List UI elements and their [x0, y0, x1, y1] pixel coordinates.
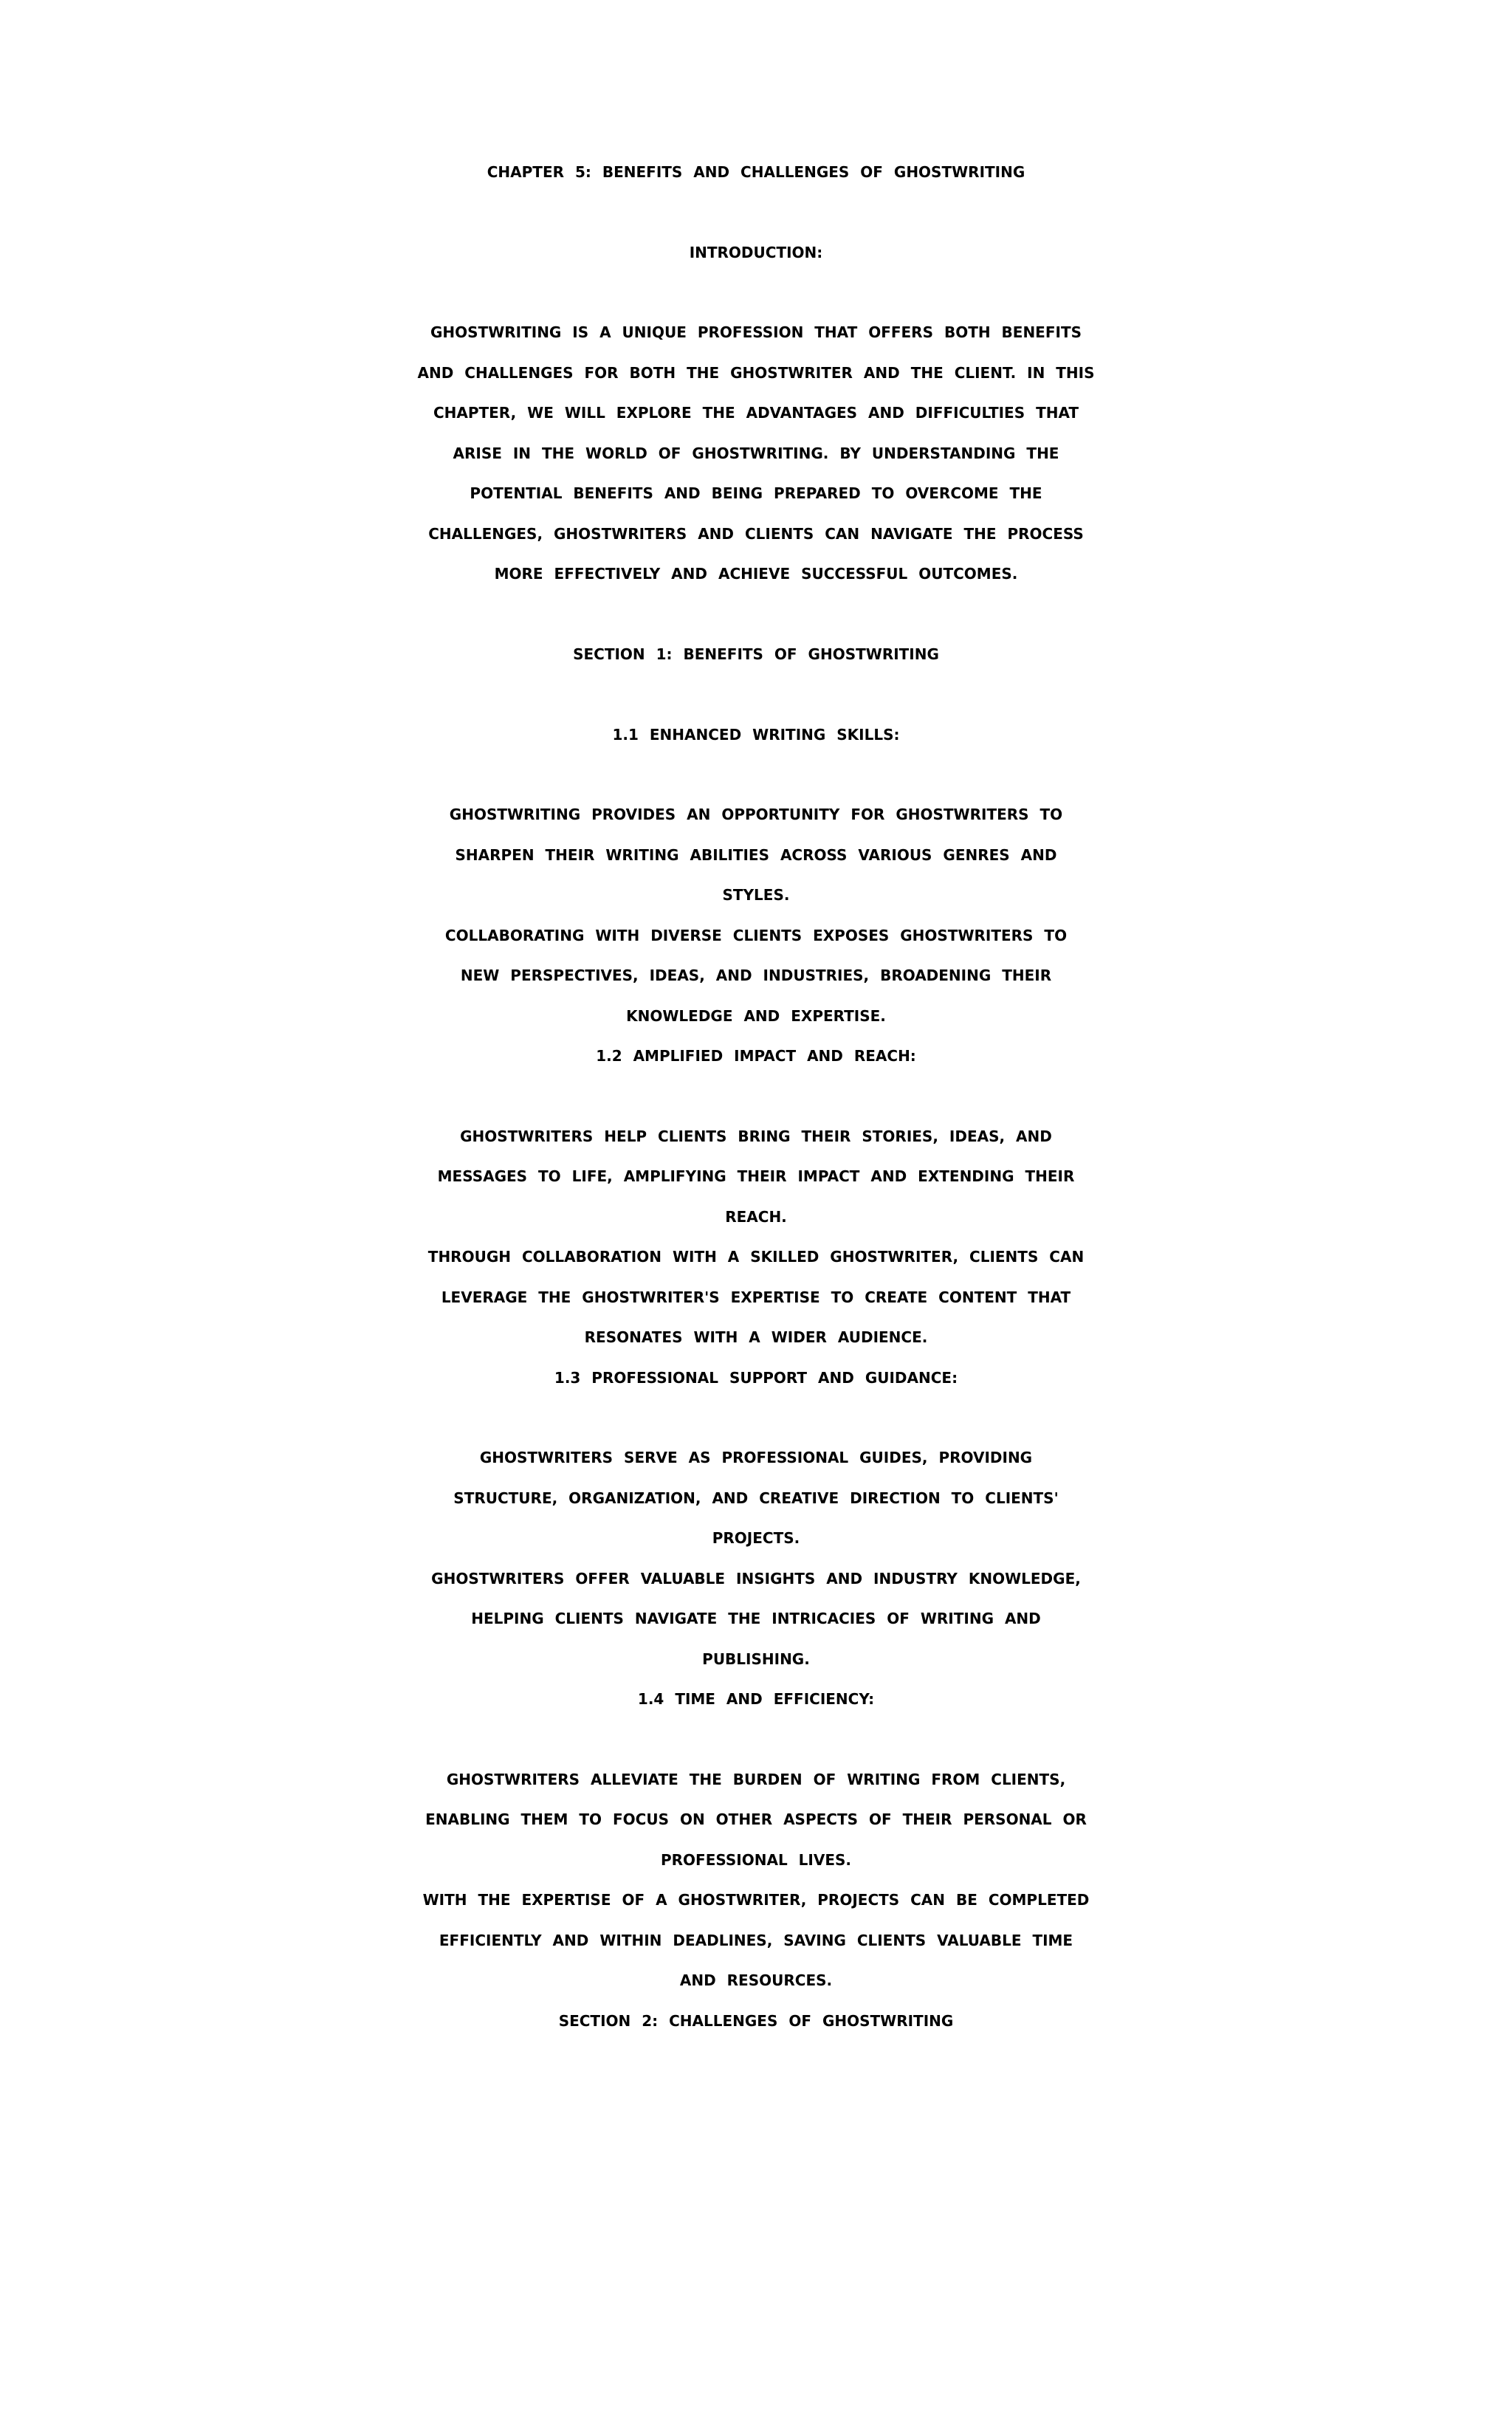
body-line: LEVERAGE THE GHOSTWRITER'S EXPERTISE TO CREATE CONTENT THAT — [441, 1288, 1071, 1306]
body-line: AND RESOURCES. — [679, 1971, 833, 1989]
intro-heading: INTRODUCTION: — [689, 244, 823, 261]
body-line: KNOWLEDGE AND EXPERTISE. — [626, 1007, 886, 1025]
body-line: MESSAGES TO LIFE, AMPLIFYING THEIR IMPACT AND EXTENDING THEIR — [437, 1167, 1075, 1185]
subsection-1-3-heading: 1.3 PROFESSIONAL SUPPORT AND GUIDANCE: — [554, 1369, 958, 1387]
body-line: THROUGH COLLABORATION WITH A SKILLED GHOSTWRITER, CLIENTS CAN — [427, 1248, 1085, 1266]
intro-line: AND CHALLENGES FOR BOTH THE GHOSTWRITER AND THE CLIENT. IN THIS — [417, 364, 1095, 382]
body-line: SHARPEN THEIR WRITING ABILITIES ACROSS VARIOUS GENRES AND — [455, 846, 1057, 864]
intro-line: POTENTIAL BENEFITS AND BEING PREPARED TO OVERCOME THE — [470, 484, 1042, 502]
section-1-heading: SECTION 1: BENEFITS OF GHOSTWRITING — [573, 645, 939, 663]
body-line: ENABLING THEM TO FOCUS ON OTHER ASPECTS OF THEIR PERSONAL OR — [425, 1810, 1087, 1828]
intro-line: CHALLENGES, GHOSTWRITERS AND CLIENTS CAN NAVIGATE THE PROCESS — [428, 525, 1084, 543]
body-line: GHOSTWRITING PROVIDES AN OPPORTUNITY FOR GHOSTWRITERS TO — [449, 806, 1063, 823]
body-line: COLLABORATING WITH DIVERSE CLIENTS EXPOSES GHOSTWRITERS TO — [444, 927, 1068, 944]
intro-line: CHAPTER, WE WILL EXPLORE THE ADVANTAGES AND DIFFICULTIES THAT — [433, 404, 1079, 422]
body-line: STRUCTURE, ORGANIZATION, AND CREATIVE DIRECTION TO CLIENTS' — [453, 1489, 1059, 1507]
body-line: STYLES. — [722, 886, 790, 904]
body-line: GHOSTWRITERS ALLEVIATE THE BURDEN OF WRITING FROM CLIENTS, — [446, 1771, 1066, 1788]
body-line: HELPING CLIENTS NAVIGATE THE INTRICACIES OF WRITING AND — [471, 1610, 1041, 1627]
subsection-1-1-heading: 1.1 ENHANCED WRITING SKILLS: — [612, 726, 900, 744]
body-line: GHOSTWRITERS OFFER VALUABLE INSIGHTS AND INDUSTRY KNOWLEDGE, — [431, 1570, 1081, 1588]
subsection-1-4-heading: 1.4 TIME AND EFFICIENCY: — [637, 1690, 875, 1708]
body-line: REACH. — [725, 1208, 787, 1226]
body-line: EFFICIENTLY AND WITHIN DEADLINES, SAVING CLIENTS VALUABLE TIME — [439, 1932, 1073, 1949]
body-line: WITH THE EXPERTISE OF A GHOSTWRITER, PROJECTS CAN BE COMPLETED — [422, 1891, 1090, 1909]
subsection-1-2-heading: 1.2 AMPLIFIED IMPACT AND REACH: — [596, 1047, 916, 1065]
section-2-heading: SECTION 2: CHALLENGES OF GHOSTWRITING — [558, 2012, 954, 2030]
body-line: PROJECTS. — [712, 1529, 800, 1547]
body-line: PUBLISHING. — [702, 1650, 810, 1668]
body-line: PROFESSIONAL LIVES. — [661, 1851, 851, 1869]
body-line: GHOSTWRITERS HELP CLIENTS BRING THEIR STORIES, IDEAS, AND — [460, 1127, 1052, 1145]
body-line: RESONATES WITH A WIDER AUDIENCE. — [584, 1328, 928, 1346]
intro-line: ARISE IN THE WORLD OF GHOSTWRITING. BY UNDERSTANDING THE — [453, 444, 1059, 462]
body-line: GHOSTWRITERS SERVE AS PROFESSIONAL GUIDES, PROVIDING — [479, 1449, 1033, 1466]
intro-line: MORE EFFECTIVELY AND ACHIEVE SUCCESSFUL OUTCOMES. — [494, 565, 1018, 583]
intro-line: GHOSTWRITING IS A UNIQUE PROFESSION THAT OFFERS BOTH BENEFITS — [430, 323, 1082, 341]
chapter-title: CHAPTER 5: BENEFITS AND CHALLENGES OF GHOSTWRITING — [487, 163, 1025, 181]
body-line: NEW PERSPECTIVES, IDEAS, AND INDUSTRIES, BROADENING THEIR — [460, 967, 1052, 984]
